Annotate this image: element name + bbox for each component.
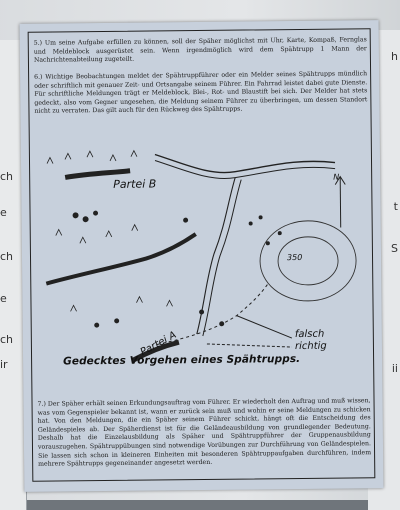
- bg-fragment: ch: [0, 170, 14, 183]
- label-north: N: [333, 172, 340, 182]
- label-height-350: 350: [286, 252, 303, 263]
- partei-b-bar: [65, 171, 130, 178]
- map-caption: Gedecktes Vorgehen eines Spähtrupps.: [63, 352, 301, 368]
- bg-fragment: ch: [0, 250, 14, 263]
- front-line-b: [46, 234, 196, 284]
- river: [155, 153, 335, 174]
- paragraph-5: 5.) Um seine Aufgabe erfüllen zu können, soll der Späher möglichst mit Uhr, Karte, Kompaß, Fernglas und Meldeblock ausgerüstet sein. Wenn irgendmöglich wird dem Spähtrupp 1 Mann der Nachrichtenabteilung zugeteilt.: [33, 36, 367, 64]
- bg-fragment: ii: [391, 362, 398, 375]
- label-partei-b: Partei B: [113, 177, 157, 191]
- paragraph-6: 6.) Wichtige Beobachtungen meldet der Spähtruppführer oder ein Melder seines Spähtrupps mündlich oder schriftlich mit genauer Zeit- und Ortsangabe seinem Führer. Ein Fahrrad leistet dabei gute Dienste. Für schriftliche Meldungen trägt er Meldeblock, Blei-, Rot- und Blaustift bei sich. Der Melder hat stets gedeckt, also vom Gegner ungesehen, die Meldung seinem Führer zu überbringen, um dessen Standort nicht zu verraten. Das gilt auch für den Rückweg des Spähtrupps.: [34, 70, 368, 116]
- bg-fragment: ch: [0, 333, 14, 346]
- north-arrow: [340, 178, 341, 228]
- label-falsch: falsch: [294, 328, 325, 341]
- bg-fragment: ir: [0, 358, 8, 371]
- hill-contour: [260, 220, 357, 301]
- instruction-card: [20, 20, 384, 492]
- bg-fragment: e: [0, 292, 7, 305]
- paragraph-7: 7.) Der Späher erhält seinen Erkundungsauftrag vom Führer. Er wiederholt den Auftrag und muß wissen, was vom Gegenspieler bekannt ist, wann er zurück sein muß und wohin er seine Meldungen zu schicken hat. Von den Meldungen, die ein Späher seinem Führer schickt, hängt oft die Entscheidung des Geländespieles ab. Der Späherdienst ist für die Geländeausbildung von grundlegender Bedeutung. Deshalb hat die Einzelausbildung als Späher und Spähtruppführer der Gruppenausbildung vorauszugehen. Spähtruppübungen sind notwendige Vorübungen zur Durchführung von Geländespielen. Sie lassen sich schon in kleineren Einheiten mit besonderen Spähtruppaufgaben durchführen, indem mehrere Spähtrupps gegeneinander angesetzt werden.: [37, 397, 372, 468]
- label-richtig: richtig: [294, 340, 327, 353]
- bg-fragment: e: [0, 206, 7, 219]
- bg-fragment: h: [391, 50, 398, 63]
- label-partei-a: Partei A: [138, 329, 179, 359]
- bg-fragment: S: [391, 242, 398, 255]
- bg-fragment: t: [393, 200, 398, 213]
